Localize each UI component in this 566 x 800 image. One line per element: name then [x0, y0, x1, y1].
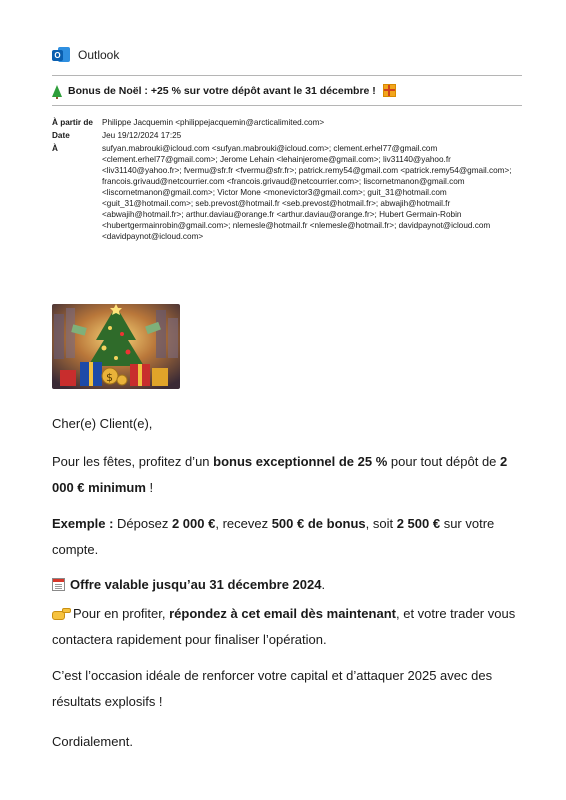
bonus-paragraph: Pour les fêtes, profitez d’un bonus exceptionnel de 25 % pour tout dépôt de 2 000 € minimum !: [52, 454, 508, 495]
app-header: [52, 46, 119, 64]
closing-paragraph: C’est l’occasion idéale de renforcer votre capital et d’attaquer 2025 avec des résultats explosifs !: [52, 668, 493, 709]
greeting: Cher(e) Client(e),: [52, 416, 153, 431]
svg-text:$: $: [106, 371, 113, 384]
example-paragraph: Exemple : Déposez 2 000 €, recevez 500 € de bonus, soit 2 500 € sur votre compte.: [52, 516, 495, 557]
from-value[interactable]: Philippe Jacquemin <philippejacquemin@arcticalimited.com>: [102, 118, 325, 127]
divider: [52, 75, 522, 76]
sign-off: Cordialement.: [52, 734, 133, 749]
offer-validity: Offre valable jusqu’au 31 décembre 2024.: [52, 572, 522, 598]
calendar-icon: [52, 578, 65, 591]
divider: [52, 105, 522, 106]
app-name: Outlook: [78, 48, 120, 62]
outlook-logo-icon: O: [52, 46, 70, 64]
gift-icon: [383, 84, 396, 97]
email-metadata: [52, 117, 522, 244]
call-to-action: Pour en profiter, répondez à cet email dès maintenant, et votre trader vous contactera rapidement pour finaliser l’opération.: [52, 606, 516, 647]
pointing-hand-icon: [52, 608, 67, 619]
christmas-tree-icon: [52, 85, 62, 97]
subject-text: Bonus de Noël : +25 % sur votre dépôt avant le 31 décembre !: [68, 84, 376, 97]
from-label: À partir de: [52, 118, 93, 127]
date-label: Date: [52, 131, 70, 140]
to-value[interactable]: sufyan.mabrouki@icloud.com <sufyan.mabrouki@icloud.com>; clement.erhel77@gmail.com <clement.erhel77@gmail.com>; Jerome Lehain <lehainjerome@gmail.com>; liv31140@yahoo.fr <liv31140@yahoo.fr>; fvermu@sfr.fr <fvermu@sfr.fr>; patrick.remy54@gmail.com <patrick.remy54@gmail.com>; francois.grivaud@netcourrier.com <francois.grivaud@netcourrier.com>; liscornetmanon@gmail.com <liscornetmanon@gmail.com>; Victor Mone <monevictor3@gmail.com>; guit_31@hotmail.com <guit_31@hotmail.com>; seb.prevost@hotmail.fr <seb.prevost@hotmail.fr>; abwajih@hotmail.fr <abwajih@hotmail.fr>; arthur.daviau@orange.fr <arthur.daviau@orange.fr>; Hubert Germain-Robin <hubertgermainrobin@gmail.com>; nlemesle@hotmail.fr <nlemesle@hotmail.fr>; davidpaynot@icloud.com <davidpaynot@icloud.com>: [102, 144, 512, 241]
to-label: À: [52, 144, 58, 153]
from-row: [52, 117, 522, 128]
promo-image: [52, 304, 180, 389]
date-row: [52, 130, 522, 141]
date-value: Jeu 19/12/2024 17:25: [102, 131, 182, 140]
to-row: [52, 143, 522, 242]
email-subject: [52, 84, 396, 97]
